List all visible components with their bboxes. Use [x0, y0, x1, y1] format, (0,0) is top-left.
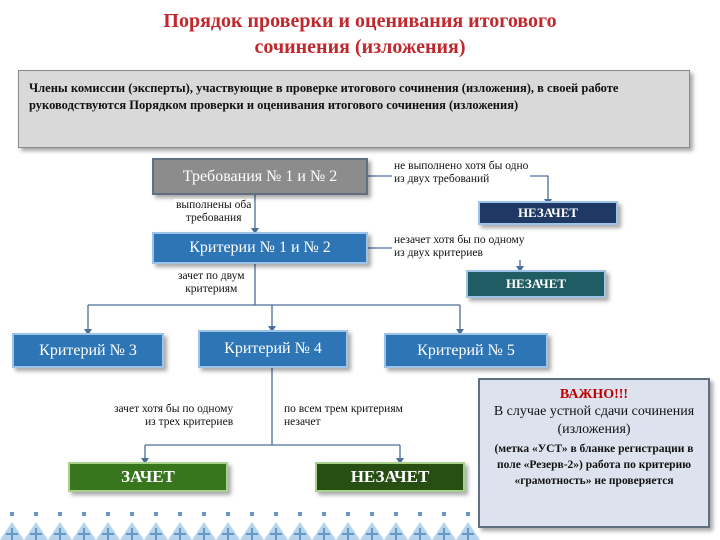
important-note-box: [478, 378, 710, 528]
requirements-box: Требования № 1 и № 2: [152, 158, 368, 195]
important-main-text: В случае устной сдачи сочинения (изложения): [493, 404, 695, 437]
criterion-5-box: Критерий № 5: [384, 333, 548, 368]
label-req-fail: [392, 160, 530, 186]
label-pass-any-line2: из трех критериев: [145, 416, 234, 428]
pass-box: ЗАЧЕТ: [68, 462, 228, 492]
label-req-pass: [174, 199, 253, 225]
label-pass-any-line1: зачет хотя бы по одному: [114, 403, 234, 415]
label-crit-fail-line2: из двух критериев: [394, 247, 483, 259]
criterion-4-box: Критерий № 4: [198, 330, 348, 368]
intro-box: Члены комиссии (эксперты), участвующие в проверке итогового сочинения (изложения), в своей работе руководствуются Порядком проверки и оценивания итогового сочинения (изложения): [18, 70, 690, 148]
title-line-2: сочинения (изложения): [254, 36, 466, 58]
important-heading: ВАЖНО!!!: [559, 387, 629, 402]
label-fail-all-line1: по всем трем критериям: [284, 403, 403, 415]
fail-box-final: НЕЗАЧЕТ: [315, 462, 465, 492]
label-req-fail-line1: не выполнено хотя бы одно: [394, 160, 529, 172]
decorative-ornament: [0, 498, 480, 540]
label-pass-any: [112, 403, 235, 429]
label-crit-pass: [176, 270, 247, 296]
label-crit-pass-line1: зачет по двум: [178, 270, 245, 282]
important-note-text: (метка «УСТ» в бланке регистрации в поле «Резерв-2») работа по критерию «грамотность» не проверяется: [494, 443, 694, 487]
label-crit-pass-line2: критериям: [185, 283, 238, 295]
label-req-pass-line2: требования: [185, 212, 242, 224]
label-req-pass-line1: выполнены оба: [176, 199, 252, 211]
title-line-1: Порядок проверки и оценивания итогового: [163, 10, 557, 32]
label-crit-fail-line1: незачет хотя бы по одному: [394, 234, 525, 246]
label-crit-fail: [392, 234, 527, 260]
criteria-1-2-box: Критерии № 1 и № 2: [152, 232, 368, 264]
label-req-fail-line2: из двух требований: [394, 173, 490, 185]
criterion-3-box: Критерий № 3: [12, 333, 164, 368]
label-fail-all: [282, 403, 405, 429]
fail-box-criteria: НЕЗАЧЕТ: [466, 270, 606, 298]
fail-box-requirements: НЕЗАЧЕТ: [478, 201, 618, 225]
label-fail-all-line2: незачет: [284, 416, 321, 428]
